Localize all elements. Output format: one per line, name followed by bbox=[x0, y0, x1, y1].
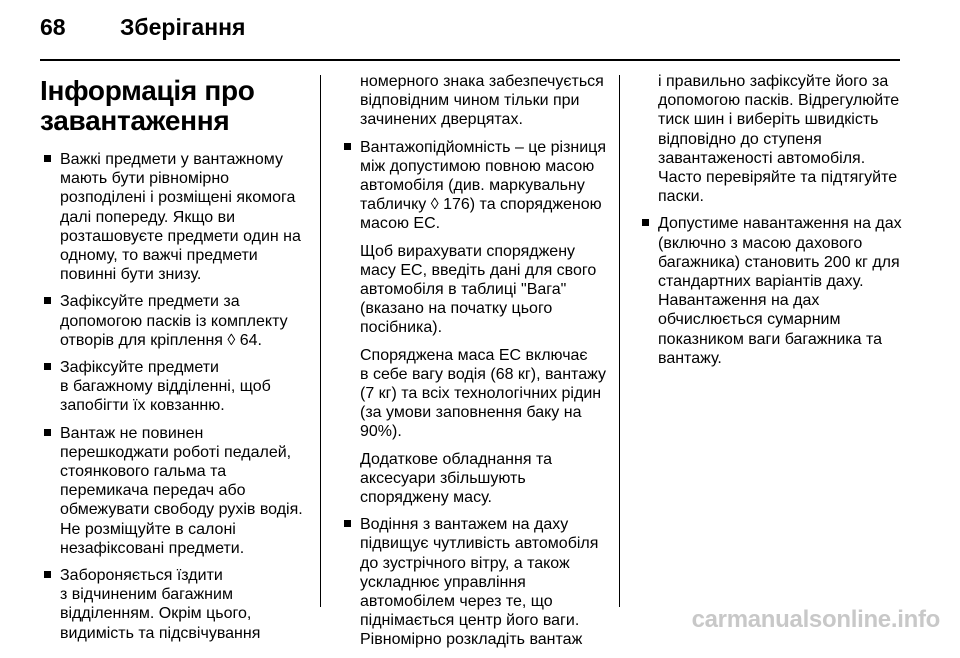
continued-text: номерного знака забезпечується відповідним чином тільки при зачинених дверцятах. bbox=[360, 73, 604, 129]
article-title: Інформація про завантаження bbox=[40, 75, 255, 136]
column-1 bbox=[40, 72, 308, 651]
column-2 bbox=[340, 72, 608, 658]
column-divider-1 bbox=[320, 75, 321, 607]
column-3 bbox=[638, 72, 908, 376]
bullet-prevent-sliding: Зафіксуйте предмети в багажному відділенні, щоб запобігти їх ковзанню. bbox=[40, 358, 308, 416]
bullet-pedals-clearance: Вантаж не повинен перешкоджати роботі педалей, стоянкового гальма та перемикача передач або обмежувати свободу рухів водія. Не розміщуйте в салоні незафіксовані предмети. bbox=[40, 424, 308, 558]
watermark-link[interactable]: carmanualsonline.info bbox=[691, 606, 940, 633]
section-title: Зберігання bbox=[120, 14, 246, 40]
column-divider-2 bbox=[619, 75, 620, 607]
bullet-open-trunk: Забороняється їздити з відчиненим багажним відділенням. Окрім цього, видимість та підсвічування bbox=[40, 566, 308, 643]
bullet-payload: Вантажопідйомність – це різниця між допустимою повною масою автомобіля (див. маркувальну табличку ◊ 176) та спорядженою масою ЕС. bbox=[340, 138, 608, 234]
paragraph-accessories: Додаткове обладнання та аксесуари збільшують споряджену масу. bbox=[360, 450, 552, 507]
page-header bbox=[40, 14, 920, 48]
page-number: 68 bbox=[40, 14, 66, 40]
paragraph-mass-includes: Споряджена маса ЕС включає в себе вагу водія (68 кг), вантажу (7 кг) та всіх технологічних рідин (за умови заповнення баку на 90%). bbox=[360, 346, 606, 441]
bullet-secure-straps: Зафіксуйте предмети за допомогою пасків із комплекту отворів для кріплення ◊ 64. bbox=[40, 292, 308, 350]
paragraph-calculate-mass: Щоб вирахувати споряджену масу ЕС, введіть дані для свого автомобіля в таблиці "Вага" (вказано на початку цього посібника). bbox=[360, 242, 597, 337]
bullet-heavy-items: Важкі предмети у вантажному мають бути рівномірно розподілені і розміщені якомога далі попереду. Якщо ви розташовуєте предмети один на одному, то важчі предмети повинні бути знизу. bbox=[40, 150, 308, 284]
bullet-roof-load-limit: Допустиме навантаження на дах (включно з масою дахового багажника) становить 200 кг для стандартних варіантів даху. Навантаження на дах обчислюється сумарним показником ваги багажника та вантажу. bbox=[638, 214, 908, 368]
header-divider bbox=[40, 59, 900, 61]
continued-text: і правильно зафіксуйте його за допомогою пасків. Відрегулюйте тиск шин і виберіть швидкість відповідно до ступеня завантаженості автомобіля. Часто перевіряйте та підтягуйте паски. bbox=[658, 73, 900, 206]
bullet-roof-load-driving: Водіння з вантажем на даху підвищує чутливість автомобіля до зустрічного вітру, а також ускладнює управління автомобілем через те, що піднімається центр його ваги. Рівномірно розкладіть вантаж bbox=[340, 515, 608, 649]
